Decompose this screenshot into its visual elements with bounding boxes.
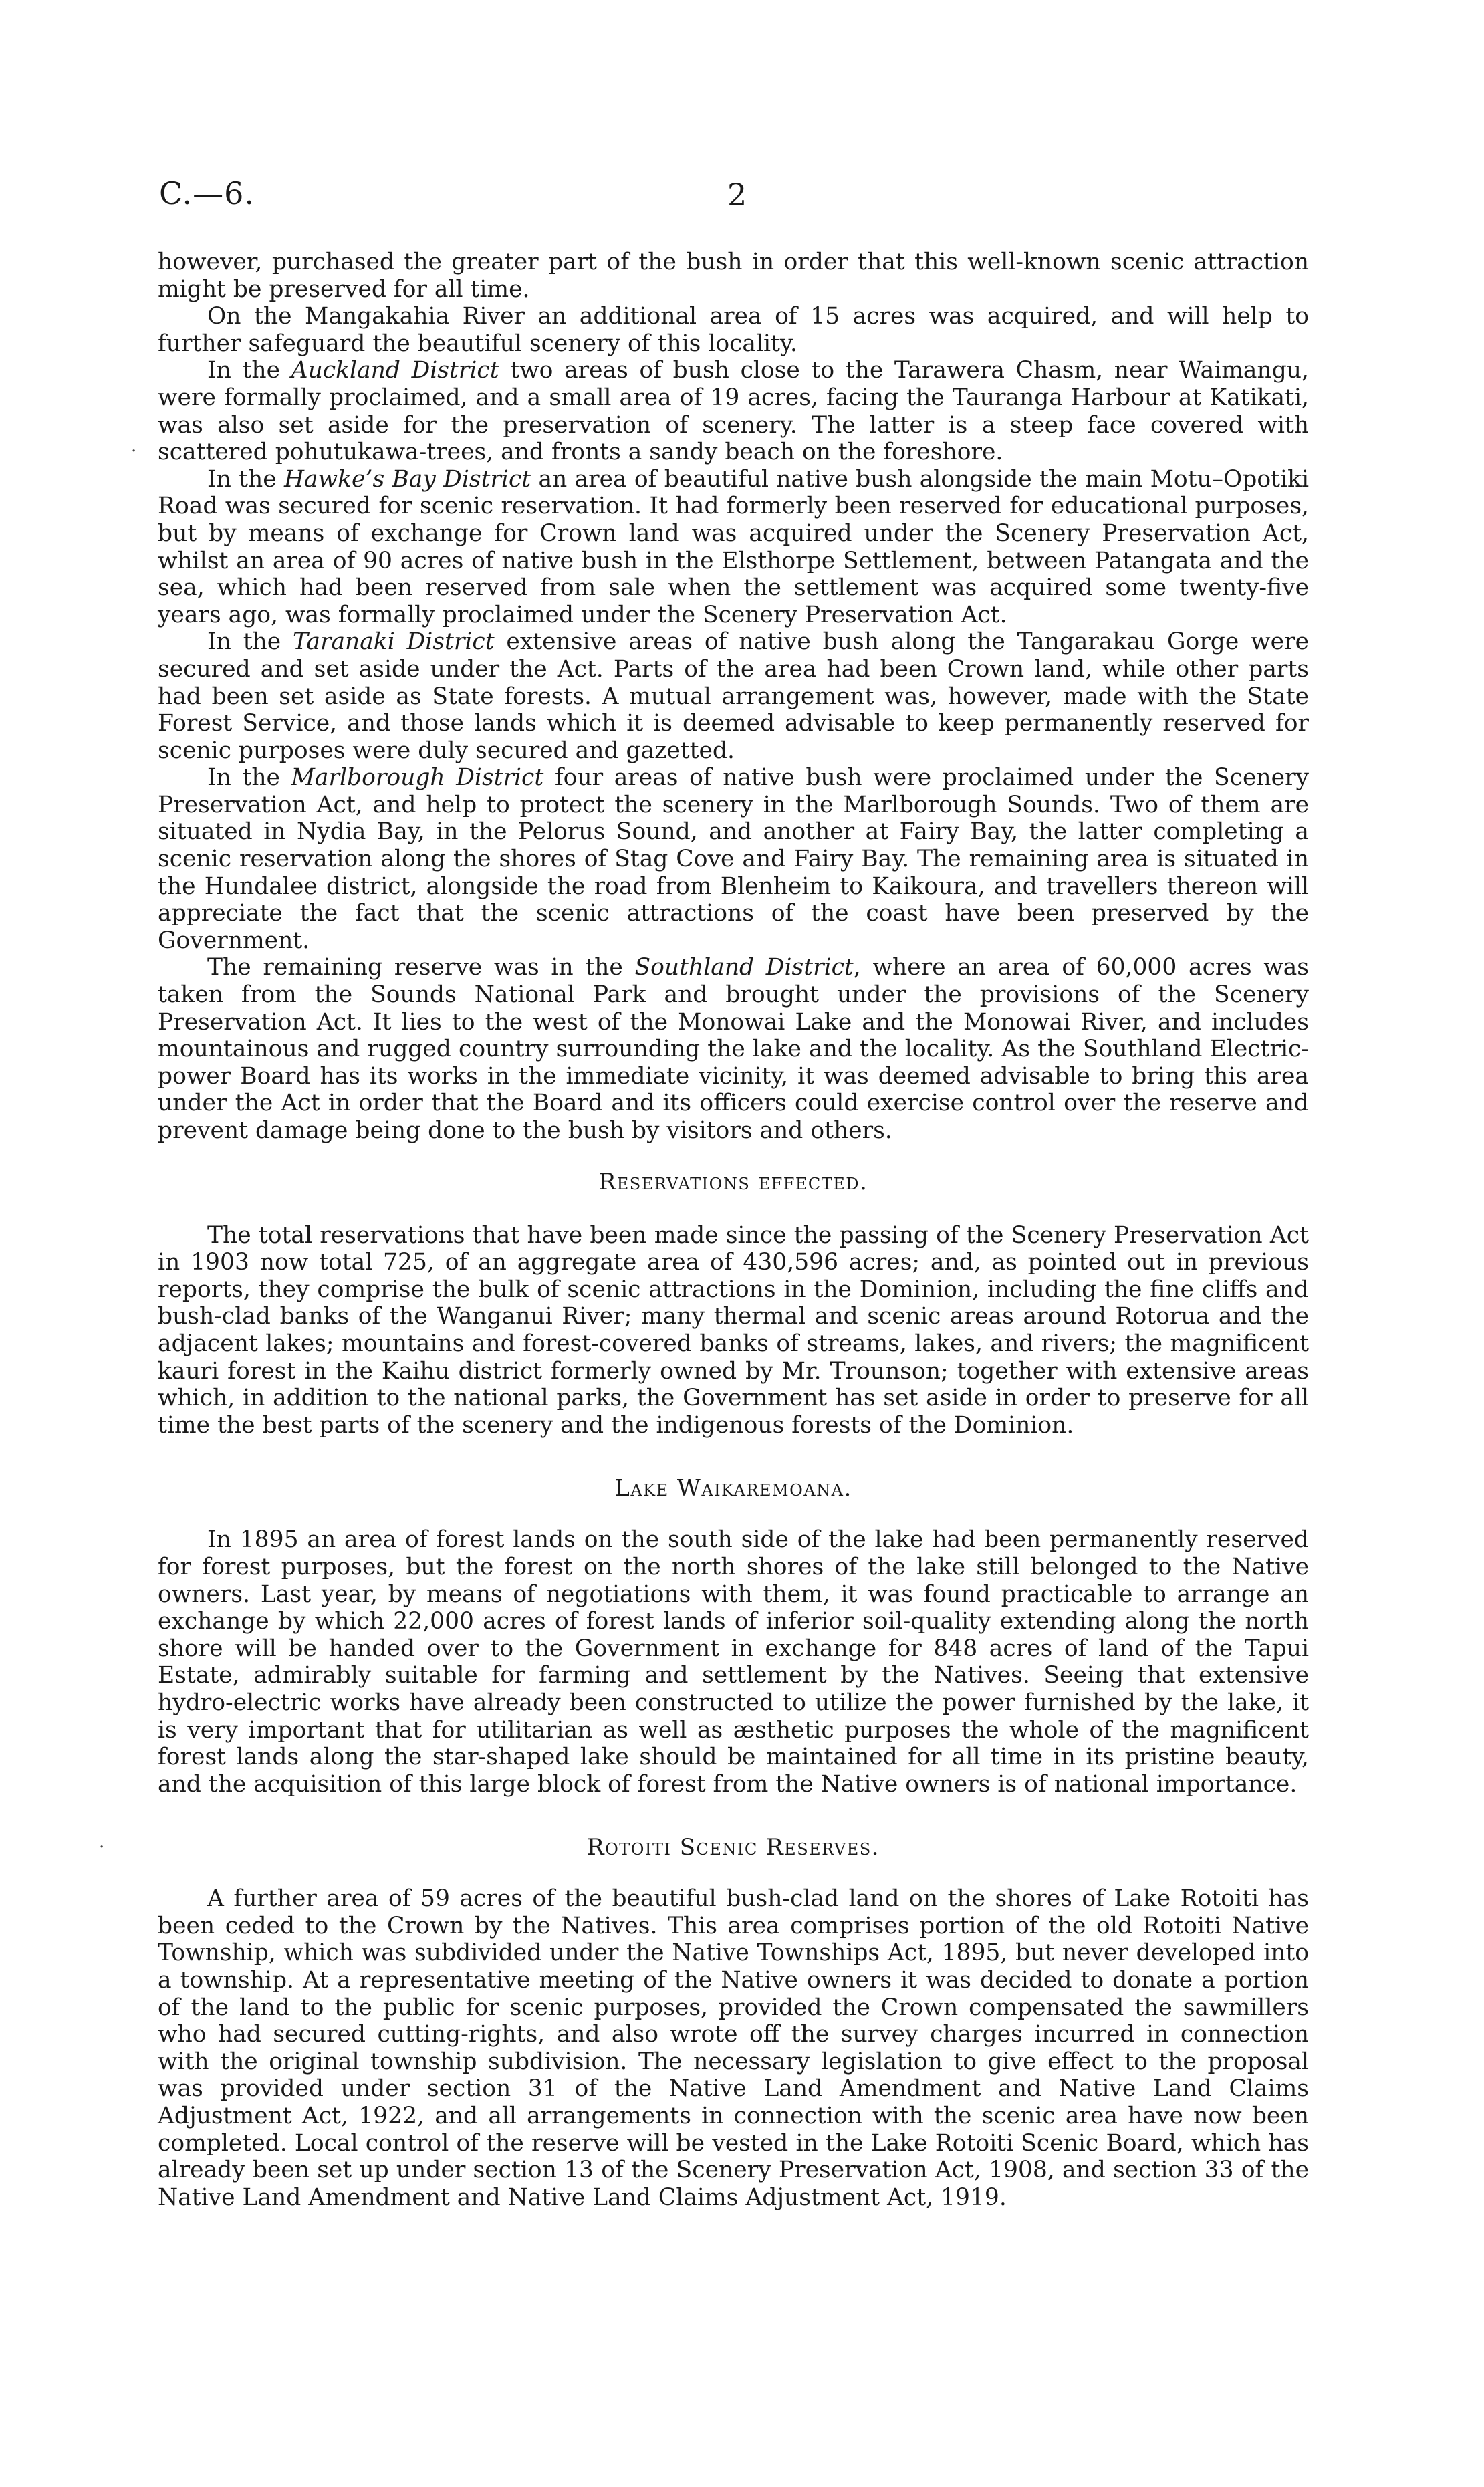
district-name: Taranaki District (293, 628, 495, 656)
paragraph-text: In the (207, 764, 291, 792)
paragraph-text: , where an area of 60,000 acres was taken from the Sounds National Park and brought under the provisions of the Scenery Preservation Act. It lies to the west of the Monowai Lake and the Monowai River, and includes mountainous and rugged country surrounding the lake and the locality. As the Southland Electric-power Board has its works in the immediate vicinity, it was deemed advisable to bring this area under the Act in order that the Board and its officers could exercise control over the reserve and prevent damage being done to the bush by visitors and others. (158, 954, 1310, 1144)
paragraph-text: four areas of native bush were proclaimed under the Scenery Preservation Act, and help to protect the scenery in the Marlborough Sounds. Two of them are situated in Nydia Bay, in the Pelorus Sound, and another at Fairy Bay, the latter completing a scenic reservation along the shores of Stag Cove and Fairy Bay. The remaining area is situated in the Hundalee district, alongside the road from Blenheim to Kaikoura, and travellers thereon will appreciate the fact that the scenic attractions of the coast have been preserved by the Government. (158, 764, 1309, 954)
district-name: Marlborough District (291, 764, 544, 792)
paragraph: The total reservations that have been made since the passing of the Scenery Preservation Act in 1903 now total 725, of an aggregate area of 430,596 acres; and, as pointed out in previous reports, they comprise the bulk of scenic attractions in the Dominion, including the fine cliffs and bush-clad banks of the Wanganui River; many thermal and scenic areas around Rotorua and the adjacent lakes; mountains and forest-covered banks of streams, lakes, and rivers; the magnificent kauri forest in the Kaihu district formerly owned by Mr. Trounson; together with extensive areas which, in addition to the national parks, the Government has set aside in order to preserve for all time the best parts of the scenery and the indigenous forests of the Dominion. (158, 1221, 1309, 1439)
district-name: Southland District (634, 954, 854, 981)
paragraph-text: two areas of bush close to the Tarawera Chasm, near Waimangu, were formally proclaimed, and a small area of 19 acres, facing the Tauranga Harbour at Katikati, was also set aside for the preservation of scenery. The latter is a steep face covered with scattered pohutukawa-trees, and fronts a sandy beach on the foreshore. (158, 357, 1309, 466)
paragraph (158, 628, 1309, 764)
paragraph (158, 357, 1309, 465)
paragraph (158, 466, 1309, 629)
district-name: Hawke’s Bay District (283, 465, 531, 493)
paragraph (158, 954, 1309, 1144)
section-heading: Rotoiti Scenic Reserves. (587, 1834, 880, 1861)
section-heading: Reservations effected. (598, 1168, 868, 1195)
paragraph-text: In the (207, 357, 291, 384)
document-reference: C.—6. (159, 175, 255, 211)
document-body (158, 249, 1309, 2211)
paragraph-text: The remaining reserve was in the (207, 954, 635, 981)
section-heading: Lake Waikaremoana. (614, 1475, 852, 1502)
paragraph-text: extensive areas of native bush along the Tangarakau Gorge were secured and set aside under the Act. Parts of the area had been Crown land, while other parts had been set aside as State forests. A mutual arrangement was, however, made with the State Forest Service, and those lands which it is deemed advisable to keep permanently reserved for scenic purposes were duly secured and gazetted. (158, 628, 1310, 764)
page-number: 2 (727, 176, 747, 213)
paragraph (158, 764, 1309, 954)
paragraph: A further area of 59 acres of the beautiful bush-clad land on the shores of Lake Rotoiti has been ceded to the Crown by the Natives. This area comprises portion of the old Rotoiti Native Township, which was subdivided under the Native Townships Act, 1895, but never developed into a township. At a representative meeting of the Native owners it was decided to donate a portion of the land to the public for scenic purposes, provided the Crown compensated the sawmillers who had secured cutting-rights, and also wrote off the survey charges incurred in connection with the original township subdivision. The necessary legislation to give effect to the proposal was provided under section 31 of the Native Land Amendment and Native Land Claims Adjustment Act, 1922, and all arrangements in connection with the scenic area have now been completed. Local control of the reserve will be vested in the Lake Rotoiti Scenic Board, which has already been set up under section 13 of the Scenery Preservation Act, 1908, and section 33 of the Native Land Amendment and Native Land Claims Adjustment Act, 1919. (158, 1885, 1309, 2211)
paragraph: On the Mangakahia River an additional area of 15 acres was acquired, and will help to further safeguard the beautiful scenery of this locality. (158, 303, 1309, 357)
paragraph-text: In the (207, 628, 293, 656)
paragraph: In 1895 an area of forest lands on the south side of the lake had been permanently reserved for forest purposes, but the forest on the north shores of the lake still belonged to the Native owners. Last year, by means of negotiations with them, it was found practicable to arrange an exchange by which 22,000 acres of forest lands of inferior soil-quality extending along the north shore will be handed over to the Government in exchange for 848 acres of land of the Tapui Estate, admirably suitable for farming and settlement by the Natives. Seeing that extensive hydro-electric works have already been constructed to utilize the power furnished by the lake, it is very important that for utilitarian as well as æsthetic purposes the whole of the magnificent forest lands along the star-shaped lake should be maintained for all time in its pristine beauty, and the acquisition of this large block of forest from the Native owners is of national importance. (158, 1526, 1309, 1798)
paragraph-text: an area of beautiful native bush alongside the main Motu–Opotiki Road was secured for scenic reservation. It had formerly been reserved for educational purposes, but by means of exchange for Crown land was acquired under the Scenery Preservation Act, whilst an area of 90 acres of native bush in the Elsthorpe Settlement, between Patangata and the sea, which had been reserved from sale when the settlement was acquired some twenty-five years ago, was formally proclaimed under the Scenery Preservation Act. (158, 465, 1310, 628)
paragraph: however, purchased the greater part of the bush in order that this well-known scenic attraction might be preserved for all time. (158, 249, 1309, 303)
district-name: Auckland District (291, 357, 499, 384)
paragraph-text: In the (207, 465, 284, 493)
stray-mark: . (99, 1832, 105, 1852)
stray-mark: . (131, 436, 137, 456)
